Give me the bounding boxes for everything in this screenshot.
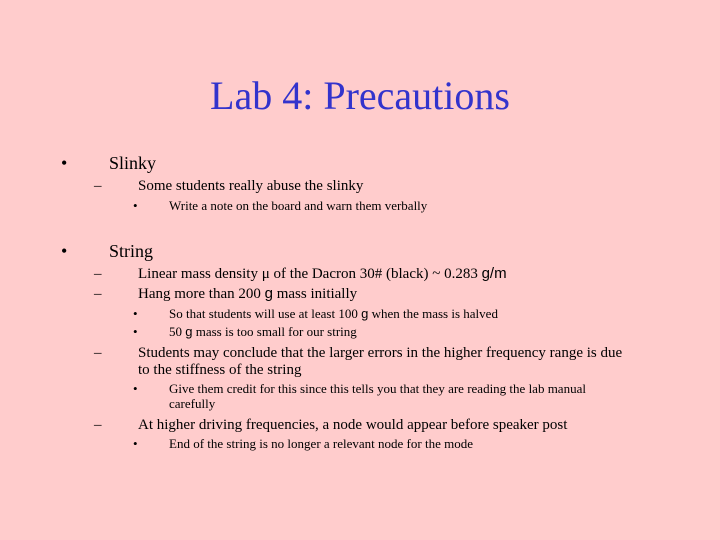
dash-marker: – [94, 417, 102, 433]
bullet-marker: • [133, 198, 138, 213]
density-text-b: of the Dacron 30# (black) [269, 266, 433, 282]
dash-marker: – [94, 286, 102, 302]
note1-text-a: So that students will use at least 100 [169, 306, 362, 321]
slide-title: Lab 4: Precautions [210, 73, 510, 118]
dash-marker: – [94, 266, 102, 282]
bullet-marker: • [133, 381, 138, 396]
density-text-a: Linear mass density [138, 266, 262, 282]
slinky-sub-item-abuse-text: Some students really abuse the slinky [138, 178, 364, 194]
note1-text-b: when the mass is halved [368, 306, 498, 321]
string-note-credit-line2: carefully [169, 396, 216, 411]
note1-unit: g [361, 306, 369, 321]
string-note-credit-line1: Give them credit for this since this tells you that they are reading the lab manual [169, 381, 586, 396]
hang-unit: g [264, 285, 273, 302]
note2-text-b: mass is too small for our string [192, 324, 357, 339]
string-note-hundred-grams-text [169, 306, 498, 322]
string-sub-item-errors-line1: Students may conclude that the larger errors in the higher frequency range is due [138, 345, 623, 361]
string-note-credit-continued [169, 396, 215, 412]
note2-text-a: 50 [169, 324, 186, 339]
density-unit: g/m [481, 265, 507, 282]
bullet-marker: • [61, 153, 68, 173]
bullet-marker: • [133, 436, 138, 451]
dash-marker: – [94, 345, 102, 361]
string-sub-item-errors-continued [138, 361, 301, 379]
string-sub-item-density-text [138, 265, 507, 283]
string-sub-item-errors-line2: to the stiffness of the string [138, 362, 302, 378]
bullet-marker: • [133, 324, 138, 339]
string-sub-item-hang-text [138, 285, 357, 303]
hang-text-b: mass initially [272, 286, 358, 302]
string-note-fifty-grams-text [169, 324, 357, 340]
slinky-note-warn-text: Write a note on the board and warn them verbally [169, 198, 428, 213]
note2-unit: g [185, 324, 193, 339]
hang-text-a: Hang more than 200 [138, 286, 265, 302]
bullet-marker: • [133, 306, 138, 321]
bullet-string-label: String [109, 241, 154, 261]
density-value: 0.283 [440, 266, 482, 282]
mu-symbol: μ [261, 266, 270, 282]
tilde-symbol: ~ [432, 266, 441, 282]
bullet-slinky-label: Slinky [109, 153, 157, 173]
dash-marker: – [94, 178, 102, 194]
string-note-end-text: End of the string is no longer a relevant node for the mode [169, 436, 473, 451]
bullet-marker: • [61, 241, 68, 261]
string-sub-item-node-text: At higher driving frequencies, a node would appear before speaker post [138, 417, 568, 433]
